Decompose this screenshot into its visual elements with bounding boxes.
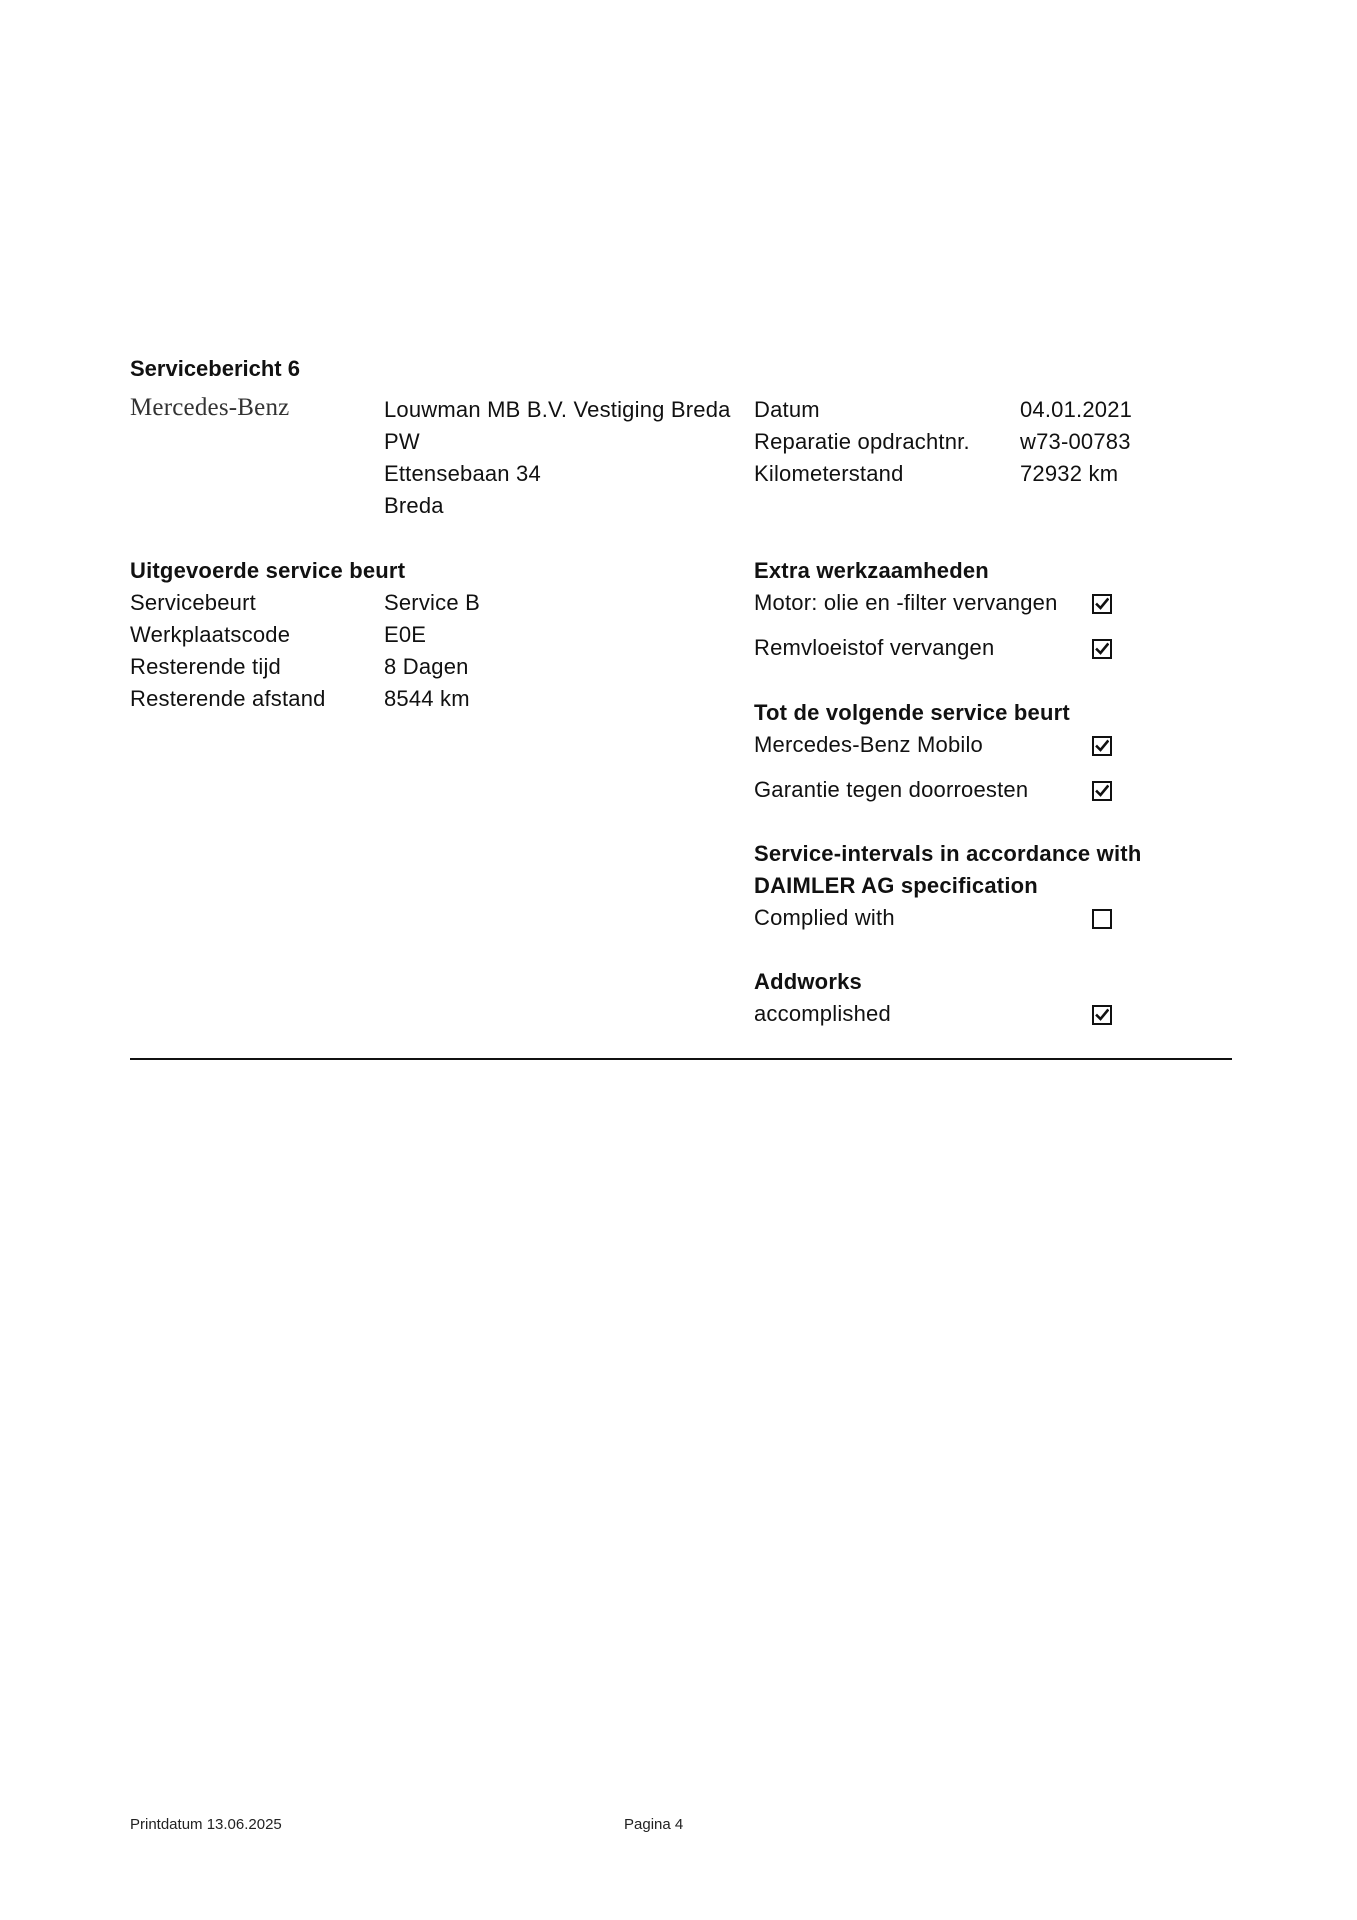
intervals-checkbox[interactable]: [1092, 909, 1112, 929]
remaining-time-label: Resterende tijd: [130, 654, 281, 679]
date-label: Datum: [754, 397, 820, 422]
next-checkbox[interactable]: [1092, 781, 1112, 801]
service-type-label: Servicebeurt: [130, 590, 256, 615]
section-divider: [130, 1058, 1232, 1060]
info-values: [1020, 394, 1132, 490]
checkmark-icon: [1095, 597, 1109, 611]
addworks-checkbox[interactable]: [1092, 1005, 1112, 1025]
extra-heading: Extra werkzaamheden: [754, 558, 989, 583]
next-item-label: Garantie tegen doorroesten: [754, 777, 1029, 802]
addworks-heading: Addworks: [754, 969, 862, 994]
addworks-item-label: accomplished: [754, 1001, 891, 1026]
order-number-label: Reparatie opdrachtnr.: [754, 429, 970, 454]
intervals-heading-line1: Service-intervals in accordance with: [754, 841, 1142, 866]
dealer-address: [384, 394, 731, 522]
workshop-code-value: E0E: [384, 622, 427, 647]
next-checkbox[interactable]: [1092, 736, 1112, 756]
service-values: [384, 587, 480, 715]
service-heading: Uitgevoerde service beurt: [130, 558, 406, 583]
dealer-name: Louwman MB B.V. Vestiging Breda: [384, 397, 731, 422]
dealer-division: PW: [384, 429, 420, 454]
page-number: Pagina 4: [624, 1816, 684, 1833]
service-labels: [130, 587, 326, 715]
remaining-time-value: 8 Dagen: [384, 654, 469, 679]
extra-checkbox[interactable]: [1092, 639, 1112, 659]
checkmark-icon: [1095, 784, 1109, 798]
dealer-street: Ettensebaan 34: [384, 461, 541, 486]
order-number-value: w73-00783: [1020, 429, 1131, 454]
date-value: 04.01.2021: [1020, 397, 1133, 422]
mileage-value: 72932 km: [1020, 461, 1119, 486]
checkmark-icon: [1095, 739, 1109, 753]
extra-item-label: Motor: olie en -filter vervangen: [754, 590, 1058, 615]
dealer-city: Breda: [384, 493, 444, 518]
extra-checkbox[interactable]: [1092, 594, 1112, 614]
intervals-heading-line2: DAIMLER AG specification: [754, 873, 1038, 898]
remaining-distance-value: 8544 km: [384, 686, 470, 711]
service-type-value: Service B: [384, 590, 480, 615]
extra-item-label: Remvloeistof vervangen: [754, 635, 995, 660]
intervals-item-label: Complied with: [754, 905, 895, 930]
remaining-distance-label: Resterende afstand: [130, 686, 326, 711]
workshop-code-label: Werkplaatscode: [130, 622, 291, 647]
next-item-label: Mercedes-Benz Mobilo: [754, 732, 983, 757]
checkmark-icon: [1095, 642, 1109, 656]
mercedes-benz-logo: Mercedes-Benz: [130, 394, 290, 421]
next-service-heading: Tot de volgende service beurt: [754, 700, 1070, 725]
page-title: Servicebericht 6: [130, 356, 300, 381]
mileage-label: Kilometerstand: [754, 461, 904, 486]
checkmark-icon: [1095, 1008, 1109, 1022]
print-date: Printdatum 13.06.2025: [130, 1816, 282, 1833]
info-labels: [754, 394, 970, 490]
